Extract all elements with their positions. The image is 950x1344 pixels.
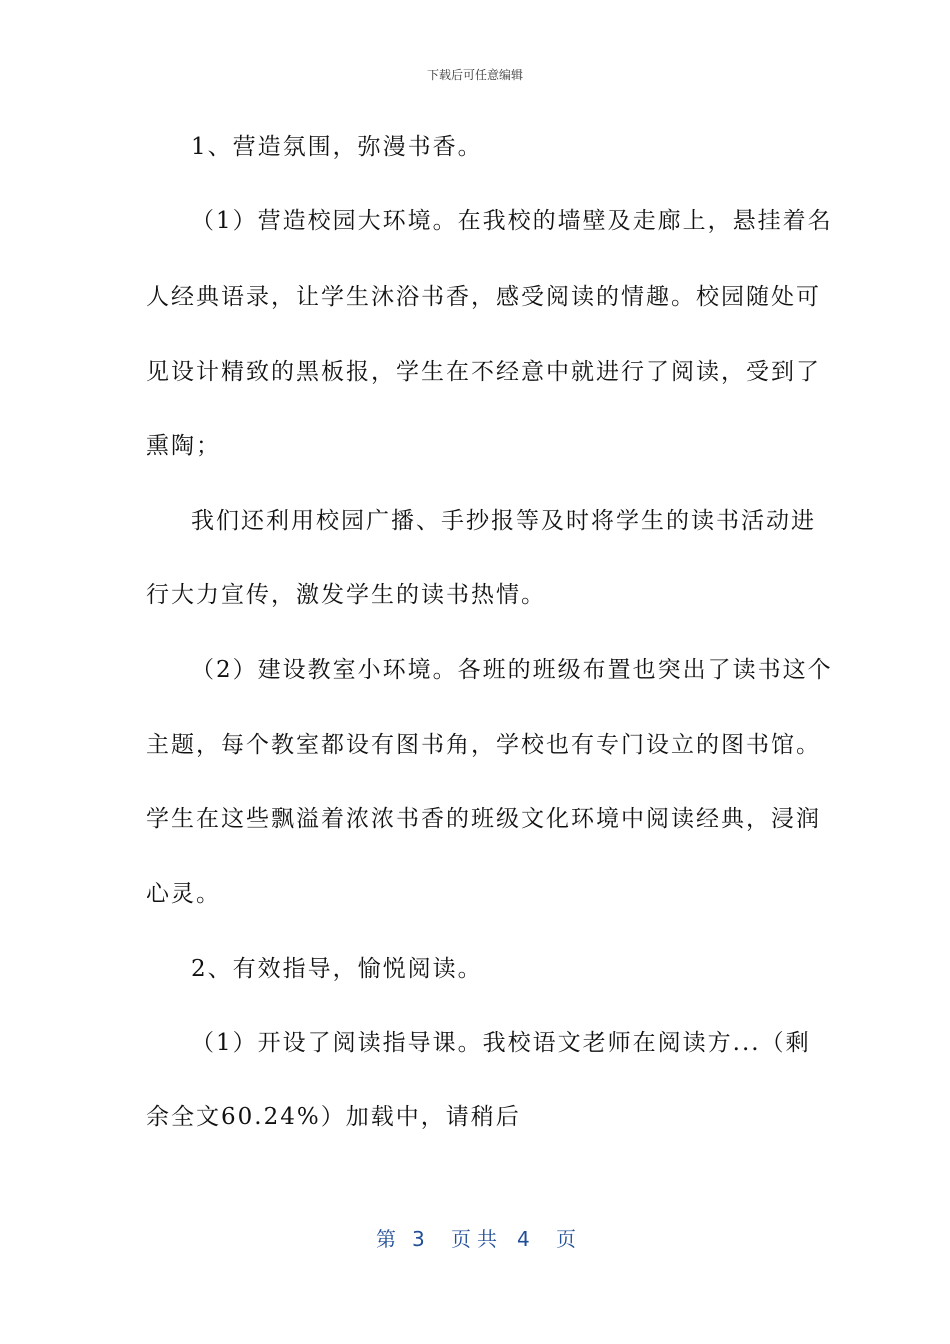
paragraph-line: （2）建设教室小环境。各班的班级布置也突出了读书这个 xyxy=(191,657,833,683)
page-prefix: 第 xyxy=(376,1227,396,1251)
paragraph-line: 2、有效指导，愉悦阅读。 xyxy=(191,956,483,982)
paragraph-line: 行大力宣传，激发学生的读书热情。 xyxy=(146,582,546,608)
paragraph-line: 人经典语录，让学生沐浴书香，感受阅读的情趣。校园随处可 xyxy=(146,284,821,310)
paragraph-line: 学生在这些飘溢着浓浓书香的班级文化环境中阅读经典，浸润 xyxy=(146,806,821,832)
paragraph-line: 我们还利用校园广播、手抄报等及时将学生的读书活动进 xyxy=(191,508,816,534)
paragraph-line: （1）开设了阅读指导课。我校语文老师在阅读方...（剩 xyxy=(191,1030,811,1056)
paragraph-line: 熏陶； xyxy=(146,433,221,459)
paragraph-line: 余全文60.24%）加载中，请稍后 xyxy=(146,1104,521,1130)
paragraph-line: 主题，每个教室都设有图书角，学校也有专门设立的图书馆。 xyxy=(146,732,821,758)
header-note: 下载后可任意编辑 xyxy=(426,68,523,82)
paragraph-line: 1、营造氛围，弥漫书香。 xyxy=(191,134,483,160)
current-page-number: 3 xyxy=(412,1227,425,1251)
page-suffix: 页 xyxy=(556,1227,576,1251)
page-footer xyxy=(0,1224,950,1254)
total-pages-number: 4 xyxy=(517,1227,530,1251)
paragraph-line: 心灵。 xyxy=(146,881,221,907)
paragraph-line: 见设计精致的黑板报，学生在不经意中就进行了阅读，受到了 xyxy=(146,359,821,385)
page-mid: 页共 xyxy=(451,1227,503,1251)
paragraph-line: （1）营造校园大环境。在我校的墙壁及走廊上，悬挂着名 xyxy=(191,208,833,234)
